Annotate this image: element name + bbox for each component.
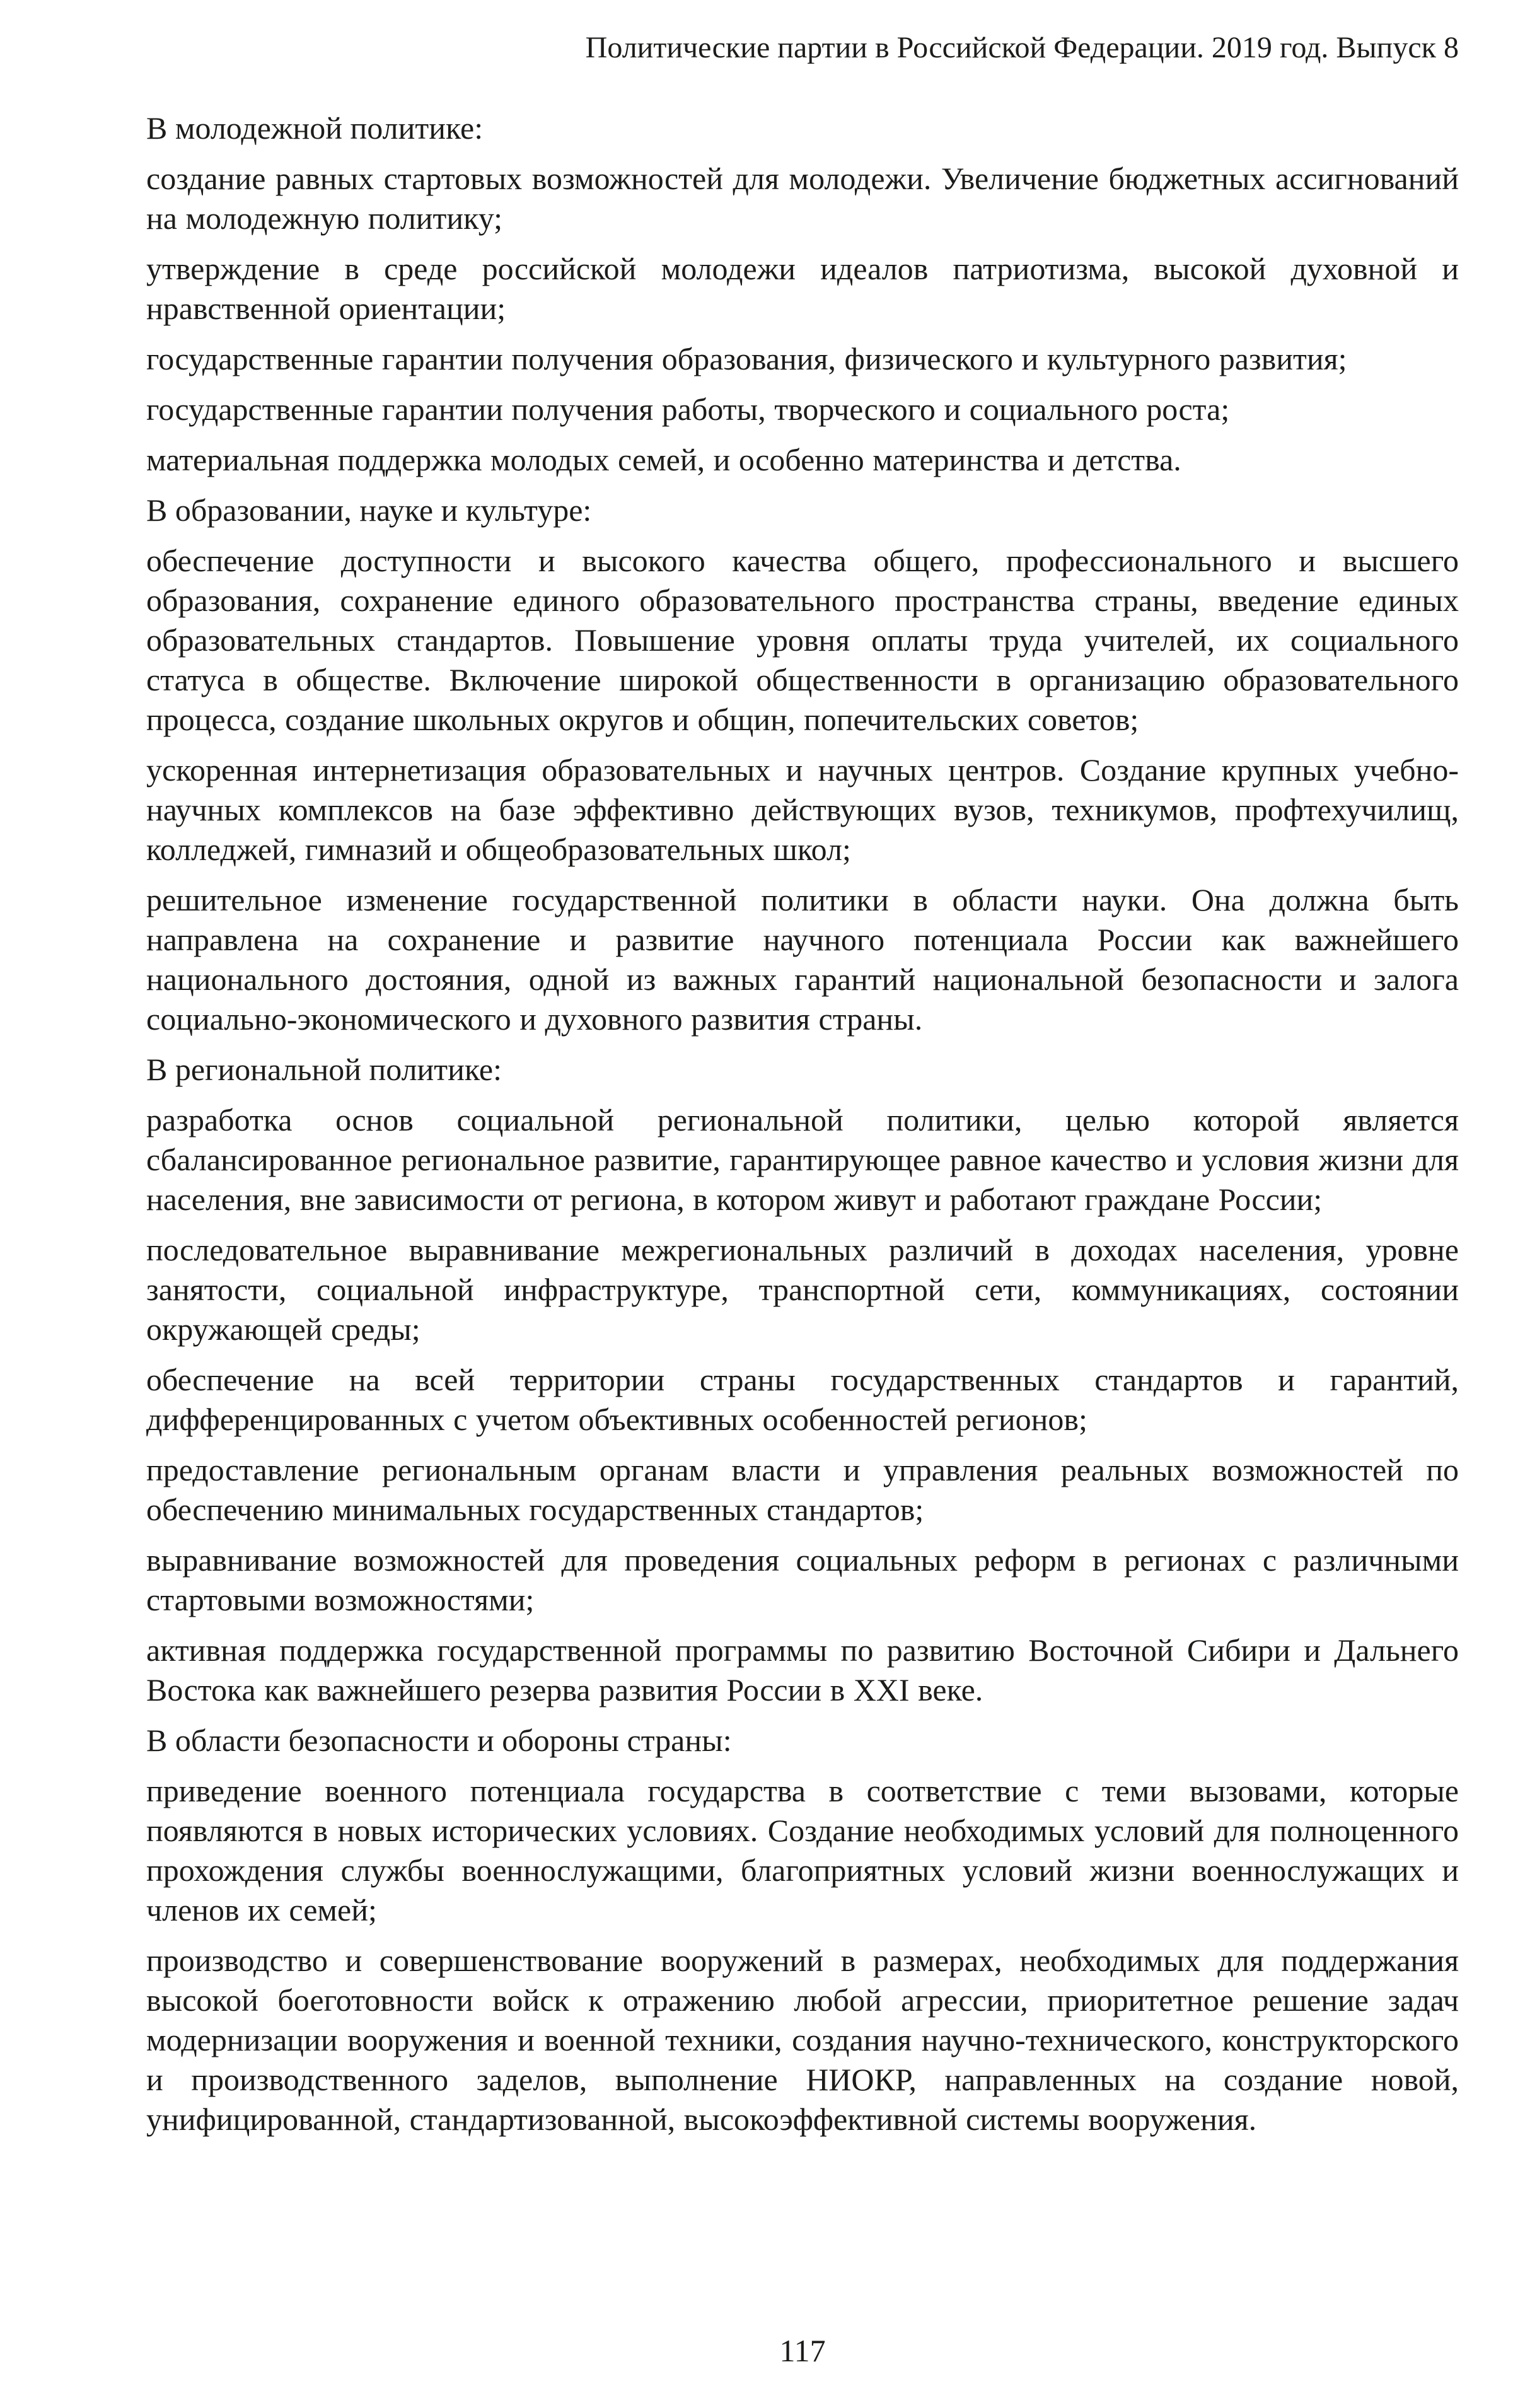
- section-heading-youth-policy: В молодежной политике:: [146, 110, 484, 146]
- paragraph: активная поддержка государственной программы по развитию Восточной Сибири и Дальнего Востока как важнейшего резерва развития России в XXI веке.: [146, 1632, 1459, 1707]
- document-body: [146, 108, 1459, 2139]
- paragraph: последовательное выравнивание межрегиональных различий в доходах населения, уровне занятости, социальной инфраструктуре, транспортной сети, коммуникациях, состоянии окружающей среды;: [146, 1232, 1459, 1347]
- paragraph: разработка основ социальной региональной политики, целью которой является сбалансированное региональное развитие, гарантирующее равное качество и условия жизни для населения, вне зависимости от региона, в котором живут и работают граждане России;: [146, 1102, 1459, 1217]
- running-header: Политические партии в Российской Федерации. 2019 год. Выпуск 8: [585, 31, 1459, 64]
- paragraph: предоставление региональным органам власти и управления реальных возможностей по обеспечению минимальных государственных стандартов;: [146, 1452, 1459, 1527]
- section-heading-regional-policy: В региональной политике:: [146, 1052, 502, 1087]
- paragraph: государственные гарантии получения работы, творческого и социального роста;: [146, 392, 1230, 427]
- paragraph: утверждение в среде российской молодежи идеалов патриотизма, высокой духовной и нравственной ориентации;: [146, 251, 1459, 326]
- paragraph: государственные гарантии получения образования, физического и культурного развития;: [146, 341, 1347, 376]
- paragraph: обеспечение доступности и высокого качества общего, профессионального и высшего образования, сохранение единого образовательного пространства страны, введение единых образовательных стандартов. Повышение уровня оплаты труда учителей, их социального статуса в обществе. Включение широкой общественности в организацию образовательного процесса, создание школьных округов и общин, попечительских советов;: [146, 543, 1459, 737]
- section-heading-education-science-culture: В образовании, науке и культуре:: [146, 492, 592, 528]
- paragraph: выравнивание возможностей для проведения социальных реформ в регионах с различными стартовыми возможностями;: [146, 1542, 1459, 1617]
- paragraph: ускоренная интернетизация образовательных и научных центров. Создание крупных учебно-научных комплексов на базе эффективно действующих вузов, техникумов, профтехучилищ, колледжей, гимназий и общеобразовательных школ;: [146, 752, 1459, 867]
- paragraph: создание равных стартовых возможностей для молодежи. Увеличение бюджетных ассигнований на молодежную политику;: [146, 161, 1459, 236]
- page-number: 117: [779, 2333, 826, 2368]
- paragraph: производство и совершенствование вооружений в размерах, необходимых для поддержания высокой боеготовности войск к отражению любой агрессии, приоритетное решение задач модернизации вооружения и военной техники, создания научно-технического, конструкторского и производственного заделов, выполнение НИОКР, направленных на создание новой, унифицированной, стандартизованной, высокоэффективной системы вооружения.: [146, 1943, 1459, 2137]
- section-heading-security-defense: В области безопасности и обороны страны:: [146, 1723, 732, 1758]
- paragraph: приведение военного потенциала государства в соответствие с теми вызовами, которые появляются в новых исторических условиях. Создание необходимых условий для полноценного прохождения службы военнослужащими, благоприятных условий жизни военнослужащих и членов их семей;: [146, 1773, 1459, 1928]
- paragraph: решительное изменение государственной политики в области науки. Она должна быть направлена на сохранение и развитие научного потенциала России как важнейшего национального достояния, одной из важных гарантий национальной безопасности и залога социально-экономического и духовного развития страны.: [146, 882, 1459, 1037]
- paragraph: материальная поддержка молодых семей, и особенно материнства и детства.: [146, 442, 1181, 477]
- paragraph: обеспечение на всей территории страны государственных стандартов и гарантий, дифференцированных с учетом объективных особенностей регионов;: [146, 1362, 1459, 1437]
